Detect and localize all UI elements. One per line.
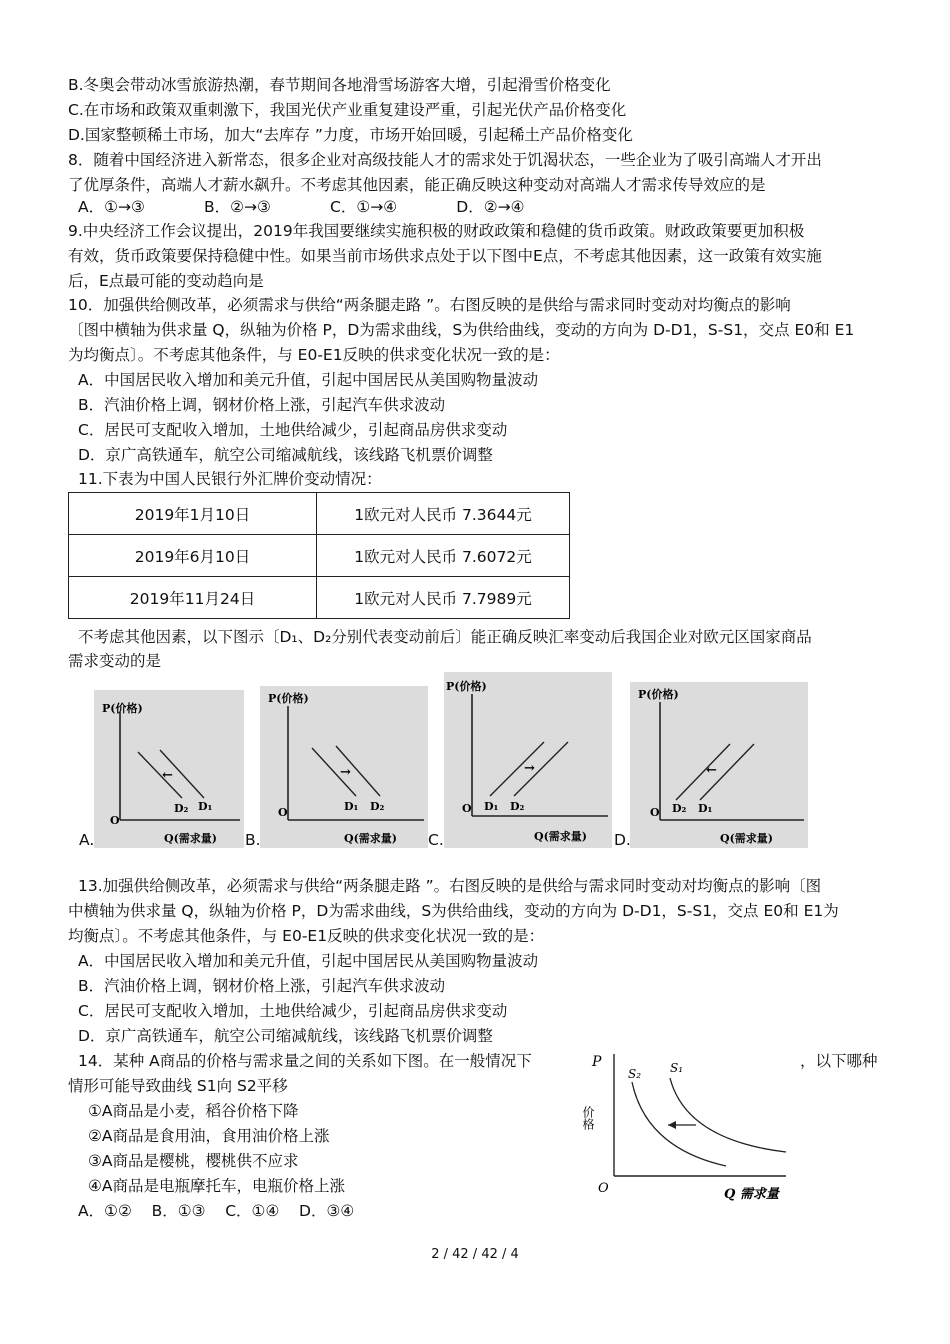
table-cell-rate: 1欧元对人民币 7.3644元 [317,493,570,535]
q14-option-4: ④A商品是电瓶摩托车，电瓶价格上涨 [88,1177,345,1195]
q7-option-d: D.国家整顿稀土市场，加大“去库存 ”力度，市场开始回暖，引起稀土产品价格变化 [68,126,633,144]
exchange-rate-table [68,492,570,619]
q10-option-d: D．京广高铁通车，航空公司缩减航线，该线路飞机票价调整 [78,446,493,464]
page-footer: 2 / 42 / 42 / 4 [431,1247,519,1262]
q14-option-1: ①A商品是小麦，稻谷价格下降 [88,1102,299,1120]
origin-label: O [278,806,288,819]
d2-label: D₂ [672,802,687,815]
shift-arrow-left: ← [706,763,717,778]
figure-c-label: C. [428,831,444,849]
q14-options: A．①② B．①③ C．①④ D．③④ [78,1202,355,1220]
q10-text-line1: 10．加强供给侧改革，必须需求与供给“两条腿走路 ”。右图反映的是供给与需求同时变动对均衡点的影响 [68,296,791,314]
q7-option-c: C.在市场和政策双重刺激下，我国光伏产业重复建设严重，引起光伏产品价格变化 [68,101,627,119]
q9-text-line3: 后，E点最可能的变动趋向是 [68,272,264,290]
d1-label: D₁ [698,802,713,815]
figure-a-label: A. [79,831,95,849]
q13-text-line2: 中横轴为供求量 Q，纵轴为价格 P，D为需求曲线，S为供给曲线，变动的方向为 D-D1，S-S1，交点 E0和 E1为 [68,902,839,920]
shift-arrow-left: ← [162,768,173,783]
demand-curve-d1 [490,742,544,796]
demand-curve-d2 [138,752,182,798]
q10-option-b: B．汽油价格上调，钢材价格上涨，引起汽车供求波动 [78,396,446,414]
figure-d-label: D. [614,831,631,849]
curve-s1 [670,1078,786,1152]
price-label: 价格 [581,1106,595,1130]
d2-label: D₂ [510,800,525,813]
q10-text-line2: 〔图中横轴为供求量 Q，纵轴为价格 P，D为需求曲线，S为供给曲线，变动的方向为 D-D1，S-S1，交点 E0和 E1 [68,321,855,339]
q11-text-line3: 需求变动的是 [68,652,162,670]
q14-option-3: ③A商品是樱桃，樱桃供不应求 [88,1152,299,1170]
q9-text-line2: 有效，货币政策要保持稳健中性。如果当前市场供求点处于以下图中E点，不考虑其他因素，这一政策有效实施 [68,247,822,265]
q9-text-line1: 9.中央经济工作会议提出，2019年我国要继续实施积极的财政政策和稳健的货币政策。财政政策要更加积极 [68,222,805,240]
q14-option-2: ②A商品是食用油，食用油价格上涨 [88,1127,330,1145]
q10-option-c: C．居民可支配收入增加，土地供给减少，引起商品房供求变动 [78,421,508,439]
s2-label: S₂ [628,1067,642,1081]
q13-option-d: D．京广高铁通车，航空公司缩减航线，该线路飞机票价调整 [78,1027,493,1045]
table-row [69,535,570,577]
d2-label: D₂ [370,800,385,813]
d1-label: D₁ [484,800,499,813]
origin-label: O [650,806,660,819]
q-axis-label: Q(需求量) [720,832,773,845]
d1-label: D₁ [344,800,359,813]
q11-text-line2: 不考虑其他因素，以下图示〔D₁、D₂分别代表变动前后〕能正确反映汇率变动后我国企业对欧元区国家商品 [78,628,812,646]
p-axis-label: P(价格) [446,680,487,693]
q10-text-line3: 为均衡点〕。不考虑其他条件，与 E0-E1反映的供求变化状况一致的是： [68,346,560,364]
q14-text-line1: 14．某种 A商品的价格与需求量之间的关系如下图。在一般情况下 [78,1052,532,1070]
s1-label: S₁ [670,1061,684,1075]
q-label: Q 需求量 [724,1187,779,1202]
table-row [69,577,570,619]
q8-text-line2: 了优厚条件，高端人才薪水飙升。不考虑其他因素，能正确反映这种变动对高端人才需求传导效应的是 [68,176,766,194]
figure-b-label: B. [245,831,261,849]
figure-c [444,672,612,848]
shift-arrow-right: → [524,761,535,776]
q13-text-line1: 13.加强供给侧改革，必须需求与供给“两条腿走路 ”。右图反映的是供给与需求同时变动对均衡点的影响〔图 [78,877,822,895]
q14-text-line1-end: ，以下哪种 [800,1052,878,1070]
d2-label: D₂ [174,802,189,815]
table-row [69,493,570,535]
p-axis-label: P(价格) [638,688,679,701]
p-label: P [592,1054,602,1070]
demand-curve-d2 [676,744,730,800]
d1-label: D₁ [198,800,213,813]
shift-arrow-right: → [340,765,351,780]
p-axis-label: P(价格) [102,702,143,715]
table-cell-rate: 1欧元对人民币 7.7989元 [317,577,570,619]
q8-text-line1: 8．随着中国经济进入新常态，很多企业对高级技能人才的需求处于饥渴状态，一些企业为了吸引高端人才开出 [68,151,822,169]
table-cell-rate: 1欧元对人民币 7.6072元 [317,535,570,577]
origin-label: O [598,1181,609,1196]
origin-label: O [110,814,120,827]
q13-text-line3: 均衡点〕。不考虑其他条件，与 E0-E1反映的供求变化状况一致的是： [68,927,545,945]
q13-option-c: C．居民可支配收入增加，土地供给减少，引起商品房供求变动 [78,1002,508,1020]
q-axis-label: Q(需求量) [164,832,217,845]
q-axis-label: Q(需求量) [344,832,397,845]
q10-option-a: A．中国居民收入增加和美元升值，引起中国居民从美国购物量波动 [78,371,539,389]
figure-b [260,686,428,848]
origin-label: O [462,802,472,815]
q13-option-b: B．汽油价格上调，钢材价格上涨，引起汽车供求波动 [78,977,446,995]
demand-curve-d2 [514,742,568,796]
figure-d [630,682,808,848]
table-cell-date: 2019年11月24日 [69,577,317,619]
curve-s2 [632,1082,726,1166]
q13-option-a: A．中国居民收入增加和美元升值，引起中国居民从美国购物量波动 [78,952,539,970]
q11-text: 11.下表为中国人民银行外汇牌价变动情况： [78,470,382,488]
p-axis-label: P(价格) [268,692,309,705]
q14-figure [581,1048,796,1212]
figure-a [94,690,244,848]
q-axis-label: Q(需求量) [534,830,587,843]
table-cell-date: 2019年6月10日 [69,535,317,577]
shift-arrow-head [668,1121,676,1129]
q14-text-line2: 情形可能导致曲线 S1向 S2平移 [68,1077,288,1095]
q7-option-b: B.冬奥会带动冰雪旅游热潮，春节期间各地滑雪场游客大增，引起滑雪价格变化 [68,76,611,94]
table-cell-date: 2019年1月10日 [69,493,317,535]
q8-options: A．①→③ B．②→③ C．①→④ D．②→④ [78,198,525,216]
